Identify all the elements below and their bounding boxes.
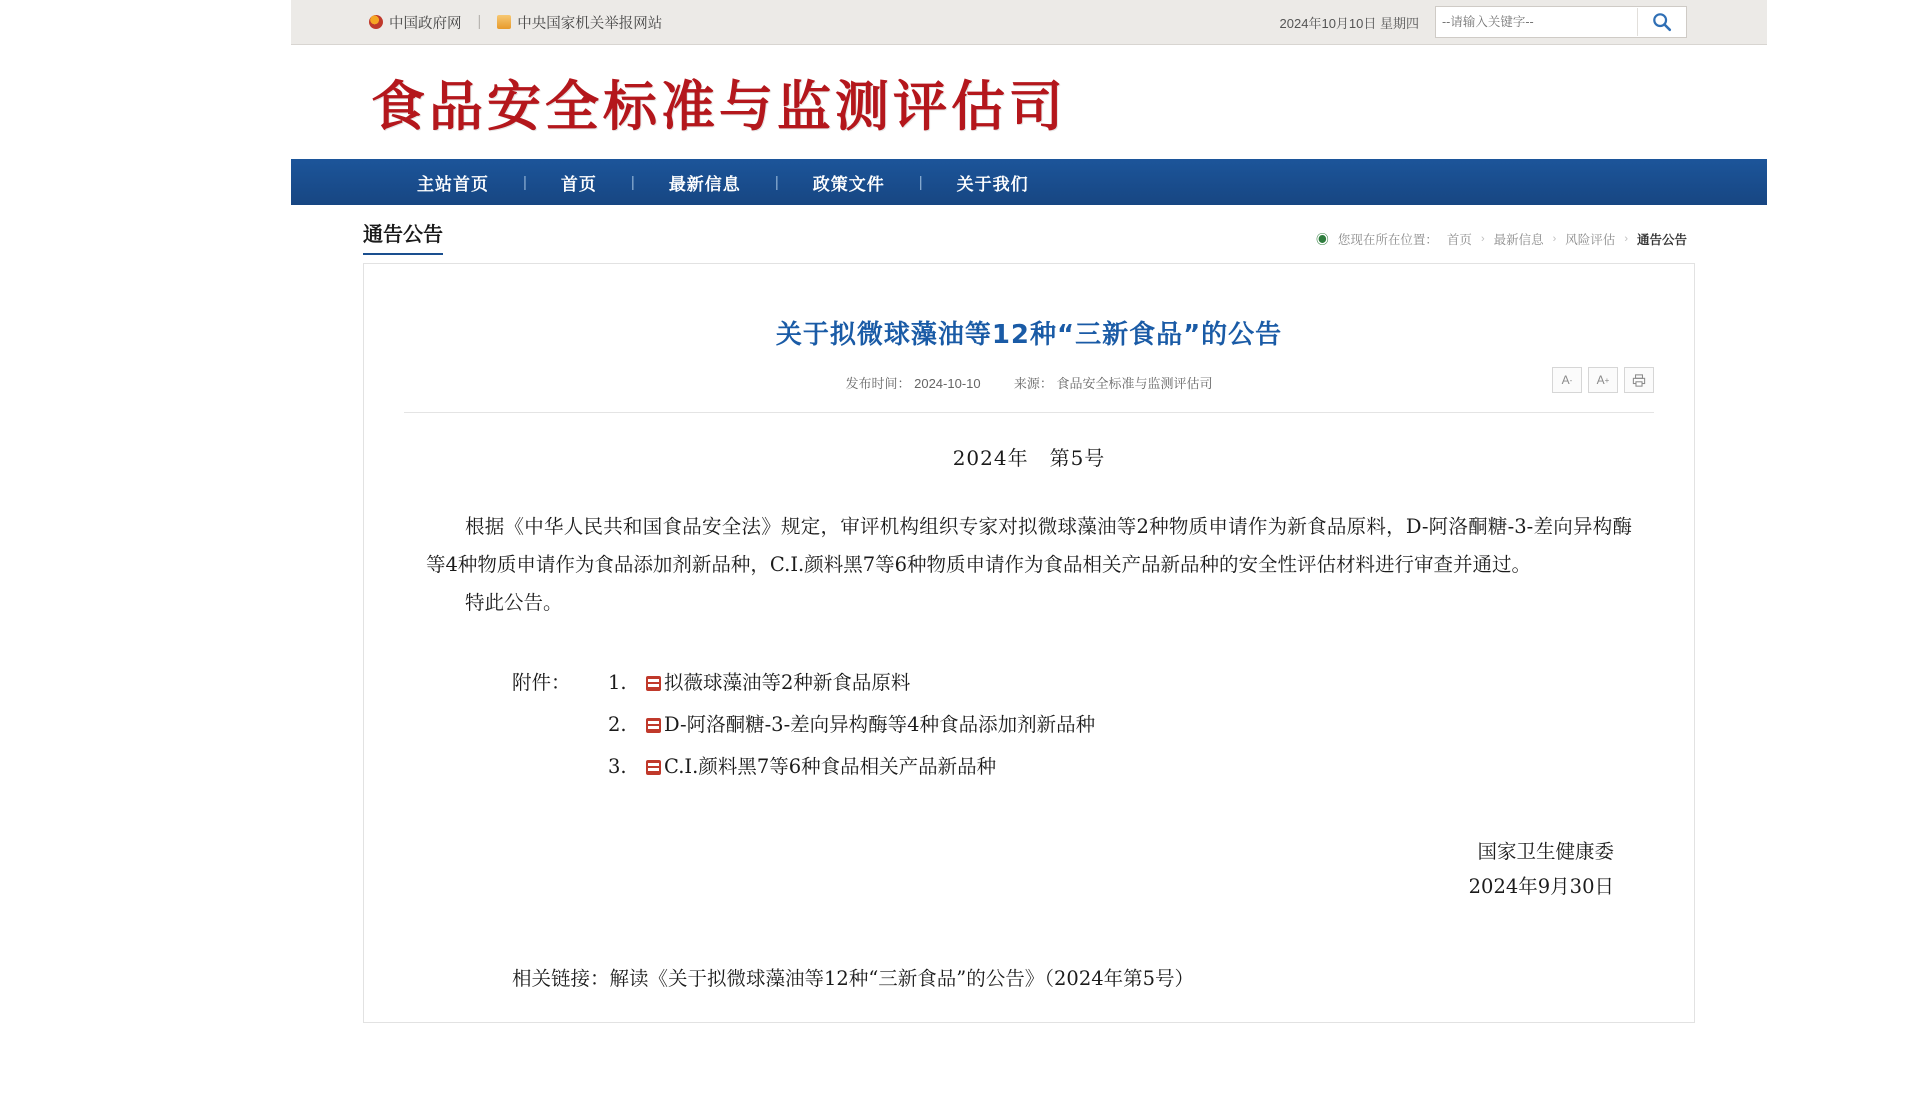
font-increase-button[interactable]: A + <box>1588 367 1618 393</box>
search-icon <box>1651 11 1673 33</box>
pdf-file-icon <box>646 760 661 775</box>
nav-item-home[interactable]: 首页 <box>560 174 597 195</box>
link-report-site-label: 中央国家机关举报网站 <box>517 15 663 32</box>
link-china-gov-label: 中国政府网 <box>389 15 462 32</box>
link-report-site[interactable] <box>497 12 662 33</box>
top-bar-right <box>1280 6 1767 38</box>
breadcrumb-row <box>291 205 1767 255</box>
nav-separator-1: | <box>523 173 527 191</box>
top-bar-links <box>291 12 662 33</box>
page-title: 通告公告 <box>363 218 443 255</box>
pdf-file-icon <box>646 676 661 691</box>
breadcrumb-current: 通告公告 <box>1636 232 1687 247</box>
nav-item-policy-docs[interactable]: 政策文件 <box>812 174 885 195</box>
report-badge-icon <box>497 15 511 29</box>
current-date: 2024年10月10日 星期四 <box>1279 15 1419 31</box>
breadcrumb-item-home[interactable]: 首页 <box>1446 232 1472 247</box>
attachment-lead-label: 附件： <box>512 671 571 695</box>
signature-block <box>426 834 1632 904</box>
site-title: 食品安全标准与监测评估司 <box>371 74 1067 138</box>
breadcrumb-arrow-3: › <box>1624 232 1628 245</box>
article-body <box>404 439 1654 998</box>
source-label: 来源： <box>1013 376 1053 391</box>
breadcrumb-arrow-2: › <box>1552 232 1557 245</box>
source-value: 食品安全标准与监测评估司 <box>1056 376 1213 391</box>
article-paragraph-2: 特此公告。 <box>465 591 563 615</box>
breadcrumb-item-risk-assessment[interactable]: 风险评估 <box>1565 232 1616 247</box>
attachment-index-3: 3. <box>608 755 627 779</box>
article-paragraph-1: 根据《中华人民共和国食品安全法》规定，审评机构组织专家对拟微球藻油等2种物质申请作为新食品原料，D-阿洛酮糖-3-差向异构酶等4种物质申请作为食品添加剂新品种，C.I.颜料黑7等6种物质申请作为食品相关产品新品种的安全性评估材料进行审查并通过。 <box>426 515 1632 577</box>
document-number: 2024年 第5号 <box>952 446 1106 470</box>
nav-item-about-us[interactable]: 关于我们 <box>956 174 1029 195</box>
printer-icon <box>1632 374 1646 387</box>
article-title: 关于拟微球藻油等12种“三新食品”的公告 <box>775 320 1283 350</box>
related-link[interactable]: 解读《关于拟微球藻油等12种“三新食品”的公告》（2024年第5号） <box>609 967 1195 991</box>
top-bar <box>291 0 1767 45</box>
meta-divider <box>404 412 1654 413</box>
nav-separator-2: | <box>630 173 635 191</box>
signature-org: 国家卫生健康委 <box>1477 840 1614 864</box>
article-tools <box>1552 367 1654 393</box>
left-gutter <box>0 0 291 1120</box>
nav-separator-4: | <box>918 173 923 191</box>
attachment-row <box>512 706 1632 744</box>
search-button[interactable] <box>1637 8 1686 36</box>
publish-date: 2024-10-10 <box>914 376 981 391</box>
font-decrease-button[interactable]: A - <box>1552 367 1582 393</box>
attachment-link-2[interactable]: D-阿洛酮糖-3-差向异构酶等4种食品添加剂新品种 <box>646 706 1095 744</box>
signature-date: 2024年9月30日 <box>1468 875 1614 899</box>
right-gutter <box>1767 0 1920 1120</box>
main-nav <box>291 159 1767 205</box>
site-header <box>291 45 1767 159</box>
location-pin-icon: ◉ <box>1315 232 1329 247</box>
publish-label: 发布时间： <box>845 376 911 391</box>
print-button[interactable] <box>1624 367 1654 393</box>
breadcrumb-arrow-1: › <box>1480 232 1485 245</box>
attachment-link-1[interactable]: 拟薇球藻油等2种新食品原料 <box>646 664 910 702</box>
article-meta <box>404 373 1654 392</box>
attachment-link-3[interactable]: C.I.颜料黑7等6种食品相关产品新品种 <box>646 748 996 786</box>
attachment-list <box>426 664 1632 786</box>
attachment-index-2: 2. <box>608 713 627 737</box>
gov-badge-icon <box>369 15 383 29</box>
site-container <box>291 0 1767 1120</box>
attachment-row <box>512 748 1632 786</box>
breadcrumb-prefix: 您现在所在位置： <box>1337 232 1438 247</box>
attachment-row <box>512 664 1632 702</box>
search-box[interactable] <box>1435 6 1687 38</box>
pdf-file-icon <box>646 718 661 733</box>
topbar-separator: | <box>477 14 482 30</box>
link-china-gov[interactable] <box>369 12 462 33</box>
search-input[interactable] <box>1436 9 1637 35</box>
breadcrumb-item-latest-info[interactable]: 最新信息 <box>1493 232 1544 247</box>
nav-item-main-home[interactable]: 主站首页 <box>417 174 489 195</box>
article-card <box>363 263 1695 1023</box>
related-links <box>426 960 1632 998</box>
breadcrumb <box>1316 229 1687 255</box>
nav-item-latest-info[interactable]: 最新信息 <box>668 174 741 195</box>
related-label: 相关链接： <box>512 967 610 991</box>
nav-separator-3: | <box>774 173 779 191</box>
attachment-index-1: 1. <box>608 671 627 695</box>
